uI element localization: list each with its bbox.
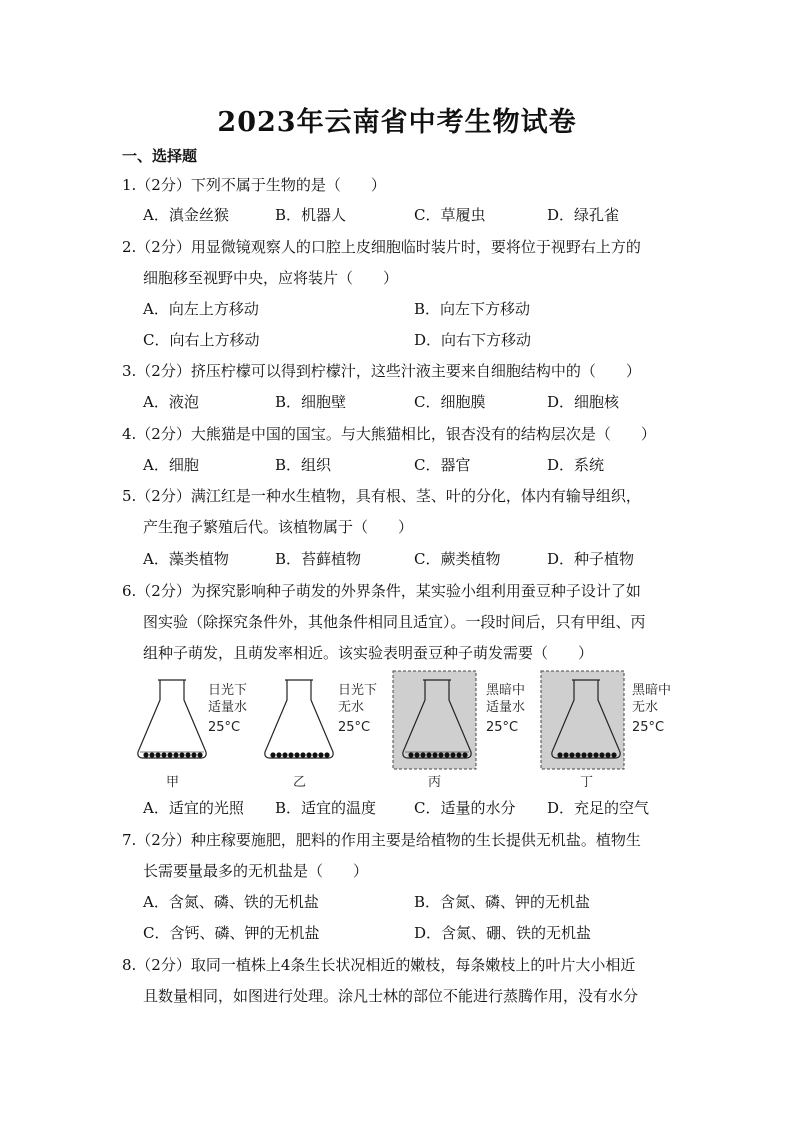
question-3-text: 3.（2分）挤压柠檬可以得到柠檬汁，这些汁液主要来自细胞结构中的（ ） — [122, 362, 641, 380]
fig-bing-temp: 25°C — [486, 720, 519, 735]
fig-label-bing: 丙 — [428, 775, 442, 790]
q1-option-d: D．绿孔雀 — [547, 206, 620, 224]
q1-option-c: C．草履虫 — [414, 206, 486, 224]
q5-option-a: A．藻类植物 — [143, 550, 229, 568]
fig-ding-cond1: 黑暗中 — [632, 683, 672, 698]
q5-option-b: B．苔藓植物 — [275, 550, 362, 568]
q3-option-b: B．细胞壁 — [275, 393, 347, 411]
flask-jia — [138, 680, 206, 758]
fig-jia-cond2: 适量水 — [208, 700, 248, 715]
q6-option-d: D．充足的空气 — [547, 799, 650, 817]
q4-option-d: D．系统 — [547, 456, 605, 474]
q7-option-a: A．含氮、磷、铁的无机盐 — [143, 893, 319, 911]
q5-option-d: D．种子植物 — [547, 550, 635, 568]
q4-option-c: C．器官 — [414, 456, 471, 474]
question-6-text-cont2: 组种子萌发，且萌发率相近。该实验表明蚕豆种子萌发需要（ ） — [143, 644, 594, 662]
fig-yi-temp: 25°C — [338, 720, 371, 735]
q5-option-c: C．蕨类植物 — [414, 550, 501, 568]
q2-option-a: A．向左上方移动 — [143, 300, 259, 318]
fig-jia-cond1: 日光下 — [208, 683, 248, 698]
question-8-text-cont: 且数量相同，如图进行处理。涂凡士林的部位不能进行蒸腾作用，没有水分 — [143, 987, 639, 1005]
q1-option-b: B．机器人 — [275, 206, 347, 224]
q4-option-a: A．细胞 — [143, 456, 199, 474]
q2-option-d: D．向右下方移动 — [414, 331, 532, 349]
question-6-text-cont: 图实验（除探究条件外，其他条件相同且适宜）。一段时间后，只有甲组、丙 — [143, 613, 646, 631]
fig-ding-cond2: 无水 — [632, 700, 659, 715]
fig-yi-cond2: 无水 — [338, 700, 365, 715]
question-5-text-cont: 产生孢子繁殖后代。该植物属于（ ） — [143, 518, 414, 536]
q6-option-c: C．适量的水分 — [414, 799, 516, 817]
fig-label-jia: 甲 — [166, 775, 180, 790]
fig-yi-cond1: 日光下 — [338, 683, 378, 698]
fig-label-yi: 乙 — [293, 775, 307, 790]
fig-ding-temp: 25°C — [632, 720, 665, 735]
page-title: 2023年云南省中考生物试卷 — [217, 107, 577, 138]
q3-option-d: D．细胞核 — [547, 393, 620, 411]
question-7-text-cont: 长需要量最多的无机盐是（ ） — [143, 862, 369, 880]
q7-option-b: B．含氮、磷、钾的无机盐 — [414, 893, 591, 911]
question-4-text: 4.（2分）大熊猫是中国的国宝。与大熊猫相比，银杏没有的结构层次是（ ） — [122, 425, 656, 443]
question-8-text: 8.（2分）取同一植株上4条生长状况相近的嫩枝，每条嫩枝上的叶片大小相近 — [122, 956, 636, 974]
q6-option-a: A．适宜的光照 — [143, 799, 244, 817]
section-heading: 一、选择题 — [122, 147, 198, 165]
fig-jia-temp: 25°C — [208, 720, 241, 735]
question-1-text: 1.（2分）下列不属于生物的是（ ） — [122, 176, 386, 194]
q3-option-a: A．液泡 — [143, 393, 199, 411]
fig-label-ding: 丁 — [580, 775, 594, 790]
question-7-text: 7.（2分）种庄稼要施肥，肥料的作用主要是给植物的生长提供无机盐。植物生 — [122, 831, 641, 849]
q6-option-b: B．适宜的温度 — [275, 799, 377, 817]
q2-option-b: B．向左下方移动 — [414, 300, 531, 318]
q3-option-c: C．细胞膜 — [414, 393, 486, 411]
fig-bing-cond1: 黑暗中 — [486, 683, 526, 698]
q1-option-a: A．滇金丝猴 — [143, 206, 229, 224]
question-6-text: 6.（2分）为探究影响种子萌发的外界条件，某实验小组利用蚕豆种子设计了如 — [122, 582, 641, 600]
question-5-text: 5.（2分）满江红是一种水生植物，具有根、茎、叶的分化，体内有输导组织， — [122, 487, 641, 505]
question-2-text-cont: 细胞移至视野中央，应将装片（ ） — [143, 269, 399, 287]
q4-option-b: B．组织 — [275, 456, 332, 474]
question-2-text: 2.（2分）用显微镜观察人的口腔上皮细胞临时装片时，要将位于视野右上方的 — [122, 238, 641, 256]
q7-option-d: D．含氮、硼、铁的无机盐 — [414, 924, 592, 942]
q7-option-c: C．含钙、磷、钾的无机盐 — [143, 924, 320, 942]
q2-option-c: C．向右上方移动 — [143, 331, 260, 349]
flask-yi — [265, 680, 333, 758]
fig-bing-cond2: 适量水 — [486, 700, 526, 715]
